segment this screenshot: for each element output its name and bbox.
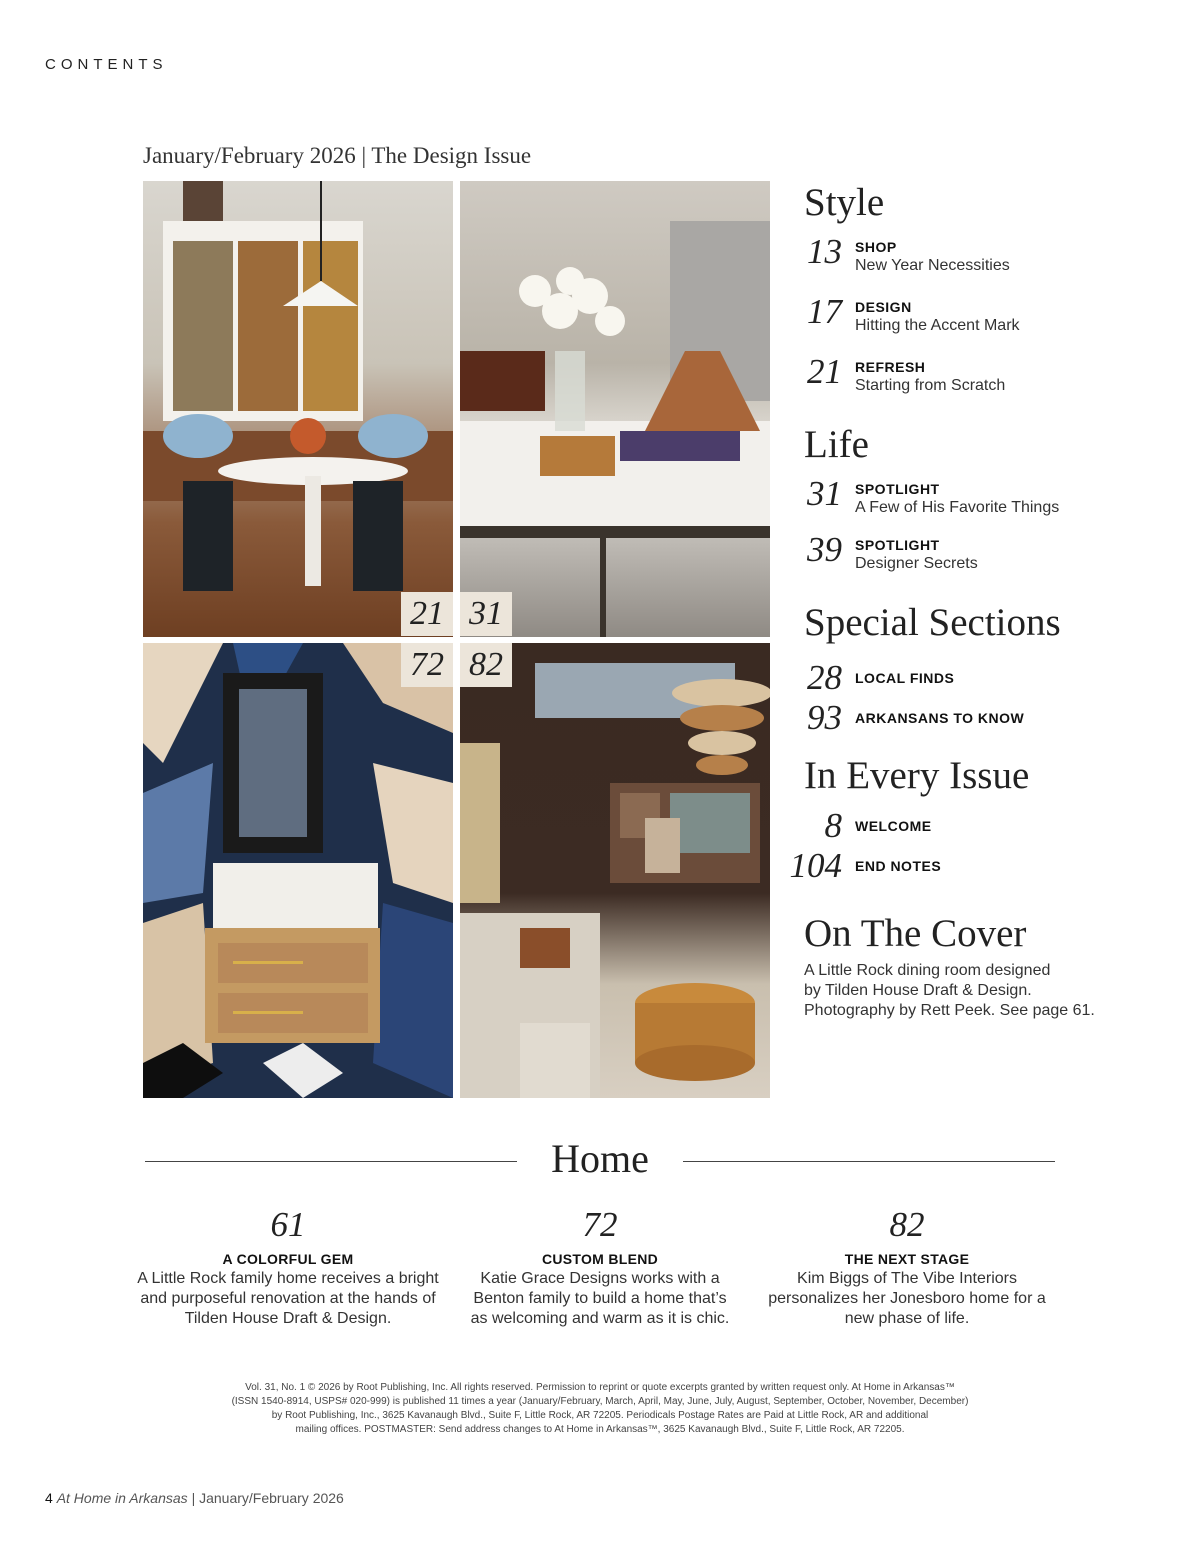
home-feature-category: A COLORFUL GEM [222, 1251, 354, 1267]
description-line: Katie Grace Designs works with a [480, 1270, 720, 1287]
breakfast-nook-illustration [143, 181, 453, 637]
toc-page-number: 93 [807, 698, 842, 737]
issue-line: January/February 2026 | The Design Issue [143, 143, 532, 168]
home-feature-description [133, 1269, 443, 1329]
folio [45, 1490, 344, 1506]
toc-page-number: 21 [807, 352, 842, 391]
legal-line: Vol. 31, No. 1 © 2026 by Root Publishing, Inc. All rights reserved. Permission to reprint or quote excerpts granted by written request only. At Home in Arkansas™ [245, 1382, 955, 1393]
toc-category: ARKANSANS TO KNOW [855, 710, 1025, 726]
toc-page-number: 104 [789, 846, 842, 885]
coffee-table-illustration [460, 181, 770, 637]
toc-title: New Year Necessities [855, 257, 1010, 274]
toc-category: SHOP [855, 239, 897, 255]
home-feature-description [445, 1269, 755, 1329]
section-heading-special: Special Sections [804, 601, 1061, 644]
photo-page-tile: 31 [460, 592, 512, 636]
toc-page-number: 31 [807, 474, 842, 513]
toc-title: Hitting the Accent Mark [855, 317, 1020, 334]
description-line: new phase of life. [844, 1310, 970, 1327]
cover-line: Photography by Rett Peek. See page 61. [804, 1002, 1095, 1019]
home-heading: Home [551, 1136, 649, 1181]
section-label: CONTENTS [45, 56, 168, 73]
toc-category: REFRESH [855, 359, 926, 375]
toc-category: DESIGN [855, 299, 912, 315]
description-line: personalizes her Jonesboro home for a [768, 1290, 1046, 1307]
home-feature-description [752, 1269, 1062, 1329]
photo-page-tile: 82 [460, 643, 512, 687]
legal-line: (ISSN 1540-8914, USPS# 020-999) is published 11 times a year (January/February, March, April, May, June, July, August, September, October, November, December) [231, 1396, 969, 1407]
home-feature-page: 82 [889, 1205, 925, 1244]
legal-line: mailing offices. POSTMASTER: Send address changes to At Home in Arkansas™, 3625 Kavanaugh Blvd., Suite F, Little Rock, AR 72205. [295, 1424, 905, 1435]
photo-breakfast-nook[interactable] [143, 181, 453, 637]
section-heading-cover: On The Cover [804, 912, 1027, 955]
toc-category: SPOTLIGHT [855, 537, 940, 553]
toc-page-number: 39 [807, 530, 842, 569]
folio-magazine: At Home in Arkansas [56, 1490, 188, 1506]
description-line: Tilden House Draft & Design. [184, 1310, 392, 1327]
photo-sitting-room[interactable] [460, 643, 770, 1098]
legal-line: by Root Publishing, Inc., 3625 Kavanaugh Blvd., Suite F, Little Rock, AR 72205. Periodicals Postage Rates are Paid at Little Rock, AR and additional [271, 1410, 929, 1421]
description-line: and purposeful renovation at the hands of [140, 1290, 436, 1307]
home-feature[interactable] [133, 1205, 443, 1329]
toc-category: WELCOME [855, 818, 932, 834]
cover-line: by Tilden House Draft & Design. [804, 982, 1032, 999]
home-feature-category: THE NEXT STAGE [844, 1251, 970, 1267]
home-feature[interactable] [752, 1205, 1062, 1329]
description-line: Benton family to build a home that’s [473, 1290, 727, 1307]
powder-room-illustration [143, 643, 453, 1098]
home-feature-category: CUSTOM BLEND [541, 1251, 659, 1267]
sitting-room-illustration [460, 643, 770, 1098]
photo-page-tile: 21 [401, 592, 453, 636]
legal-notice [200, 1381, 1000, 1437]
description-line: as welcoming and warm as it is chic. [470, 1310, 730, 1327]
section-heading-every-issue: In Every Issue [804, 754, 1030, 797]
toc-page-number: 13 [807, 232, 842, 271]
cover-description [804, 961, 1104, 1021]
folio-issue: | January/February 2026 [191, 1490, 344, 1506]
section-heading-life: Life [804, 423, 869, 466]
home-feature[interactable] [445, 1205, 755, 1329]
folio-page-number: 4 [45, 1490, 53, 1506]
toc-title: Designer Secrets [855, 555, 978, 572]
cover-line: A Little Rock dining room designed [804, 962, 1051, 979]
toc-page-number: 28 [807, 658, 842, 697]
toc-category: LOCAL FINDS [855, 670, 955, 686]
description-line: A Little Rock family home receives a bright [137, 1270, 439, 1287]
toc-title: A Few of His Favorite Things [855, 499, 1060, 516]
toc-page-number: 8 [824, 806, 842, 845]
photo-page-tile: 72 [401, 643, 453, 687]
description-line: Kim Biggs of The Vibe Interiors [797, 1270, 1017, 1287]
section-heading-style: Style [804, 181, 885, 224]
toc-category: SPOTLIGHT [855, 481, 940, 497]
home-feature-page: 72 [582, 1205, 618, 1244]
photo-powder-room[interactable] [143, 643, 453, 1098]
photo-coffee-table[interactable] [460, 181, 770, 637]
home-feature-page: 61 [270, 1205, 306, 1244]
toc-page-number: 17 [807, 292, 842, 331]
toc-title: Starting from Scratch [855, 377, 1006, 394]
toc-category: END NOTES [855, 858, 942, 874]
